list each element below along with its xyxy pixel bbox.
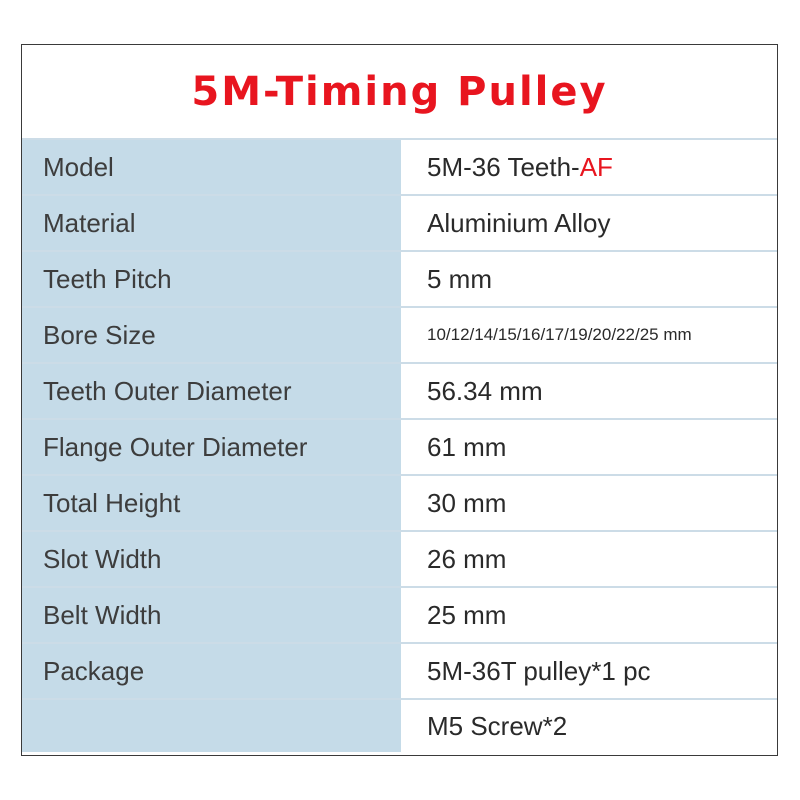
table-row-teeth-outer-diameter <box>22 362 777 418</box>
row-label <box>22 700 401 752</box>
row-label: Bore Size <box>22 308 401 362</box>
table-row-total-height <box>22 474 777 530</box>
row-label: Package <box>22 644 401 698</box>
row-value: M5 Screw*2 <box>401 700 777 752</box>
row-value: 5 mm <box>401 252 777 306</box>
table-row-package <box>22 642 777 698</box>
spec-table <box>22 138 777 752</box>
table-row-material <box>22 194 777 250</box>
row-value: 5M-36T pulley*1 pc <box>401 644 777 698</box>
row-value: 26 mm <box>401 532 777 586</box>
row-label: Total Height <box>22 476 401 530</box>
table-row-package-extra <box>22 698 777 752</box>
row-value: 56.34 mm <box>401 364 777 418</box>
page-title: 5M-Timing Pulley <box>191 68 608 115</box>
table-row-flange-outer-diameter <box>22 418 777 474</box>
row-label: Belt Width <box>22 588 401 642</box>
table-row-teeth-pitch <box>22 250 777 306</box>
row-label: Teeth Pitch <box>22 252 401 306</box>
model-suffix: AF <box>579 151 613 182</box>
row-label: Model <box>22 140 401 194</box>
table-row-slot-width <box>22 530 777 586</box>
row-label: Teeth Outer Diameter <box>22 364 401 418</box>
row-label: Slot Width <box>22 532 401 586</box>
row-value: 25 mm <box>401 588 777 642</box>
row-value: 10/12/14/15/16/17/19/20/22/25 mm <box>401 308 777 362</box>
row-value: 61 mm <box>401 420 777 474</box>
row-label: Flange Outer Diameter <box>22 420 401 474</box>
row-label: Material <box>22 196 401 250</box>
row-value <box>401 140 777 194</box>
spec-card <box>21 44 778 756</box>
row-value: 30 mm <box>401 476 777 530</box>
row-value: Aluminium Alloy <box>401 196 777 250</box>
table-row-model <box>22 138 777 194</box>
model-value: 5M-36 Teeth- <box>427 151 580 182</box>
table-row-belt-width <box>22 586 777 642</box>
table-row-bore-size <box>22 306 777 362</box>
